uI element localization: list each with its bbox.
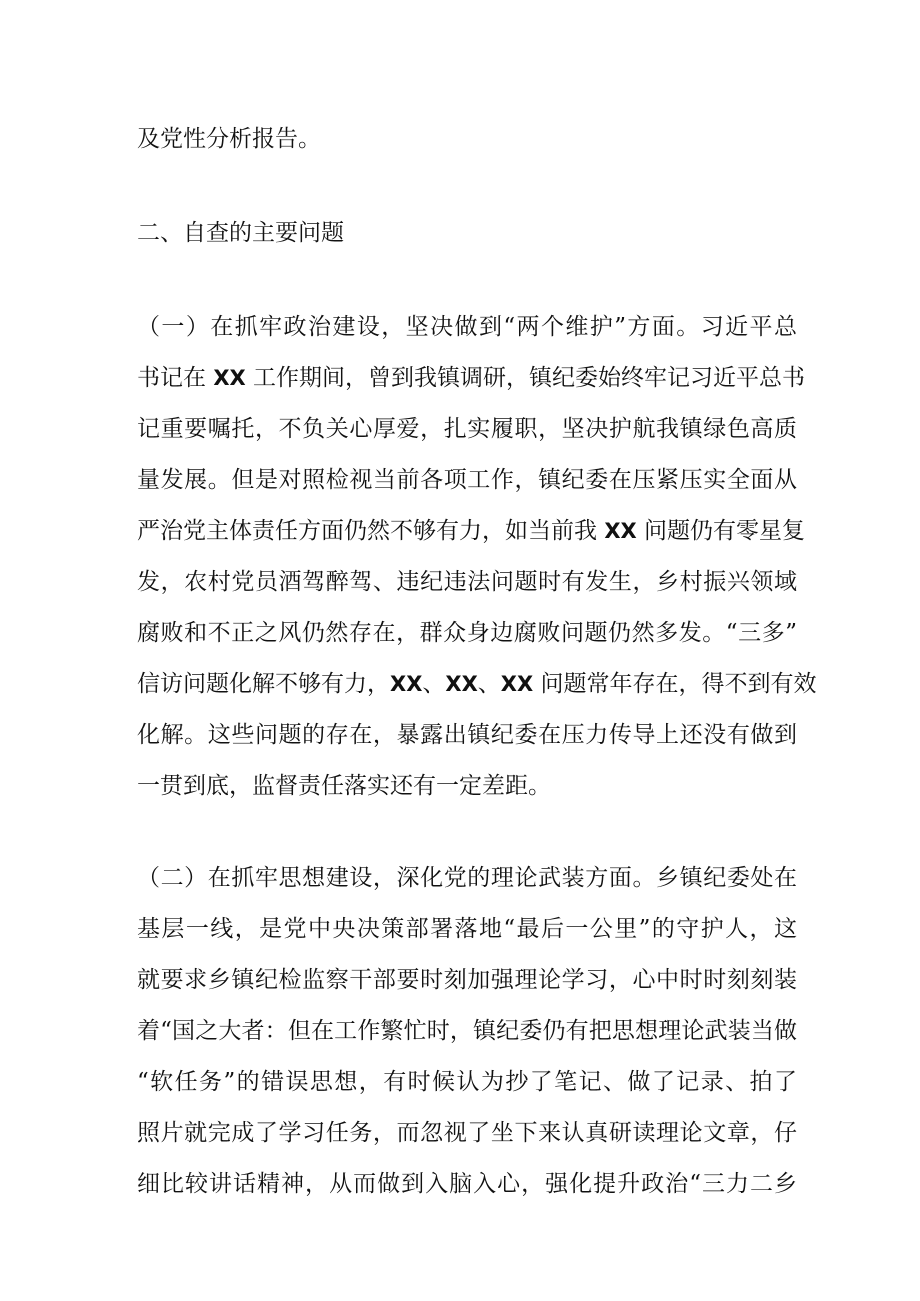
intro-tail-line: 及党性分析报告。 xyxy=(137,126,321,152)
paragraph1-line: 书记在 XX 工作期间，曾到我镇调研，镇纪委始终牢记习近平总书 xyxy=(137,365,806,391)
paragraph2-line: 基层一线，是党中央决策部署落地“最后一公里”的守护人，这 xyxy=(137,916,797,942)
paragraph1-line: 量发展。但是对照检视当前各项工作，镇纪委在压紧压实全面从 xyxy=(137,467,797,493)
paragraph2-line: “软任务”的错误思想，有时候认为抄了笔记、做了记录、拍了 xyxy=(137,1069,797,1095)
paragraph1-line: 记重要嘱托，不负关心厚爱，扎实履职，坚决护航我镇绿色高质 xyxy=(137,416,797,442)
paragraph1-line: 信访问题化解不够有力，XX、XX、XX 问题常年存在，得不到有效 xyxy=(137,671,817,697)
paragraph2-line: 就要求乡镇纪检监察干部要时刻加强理论学习，心中时时刻刻装 xyxy=(137,967,797,993)
paragraph1-line: 一贯到底，监督责任落实还有一定差距。 xyxy=(137,773,551,799)
paragraph1-line: 腐败和不正之风仍然存在，群众身边腐败问题仍然多发。“三多” xyxy=(137,620,797,646)
paragraph2-line: 细比较讲话精神，从而做到入脑入心，强化提升政治“三力二乡 xyxy=(137,1171,797,1197)
paragraph1-line: 化解。这些问题的存在，暴露出镇纪委在压力传导上还没有做到 xyxy=(137,722,797,748)
paragraph2-line: 着“国之大者：但在工作繁忙时，镇纪委仍有把思想理论武装当做 xyxy=(137,1018,797,1044)
paragraph2-line: 照片就完成了学习任务，而忽视了坐下来认真研读理论文章，仔 xyxy=(137,1120,797,1146)
paragraph2-line: （二）在抓牢思想建设，深化党的理论武装方面。乡镇纪委处在 xyxy=(137,865,797,891)
paragraph1-line: 严治党主体责任方面仍然不够有力，如当前我 XX 问题仍有零星复 xyxy=(137,518,806,544)
paragraph1-line: 发，农村党员酒驾醉驾、违纪违法问题时有发生，乡村振兴领域 xyxy=(137,569,797,595)
section-heading: 二、自查的主要问题 xyxy=(137,220,344,246)
paragraph1-line: （一）在抓牢政治建设，坚决做到“两个维护”方面。习近平总 xyxy=(137,314,797,340)
